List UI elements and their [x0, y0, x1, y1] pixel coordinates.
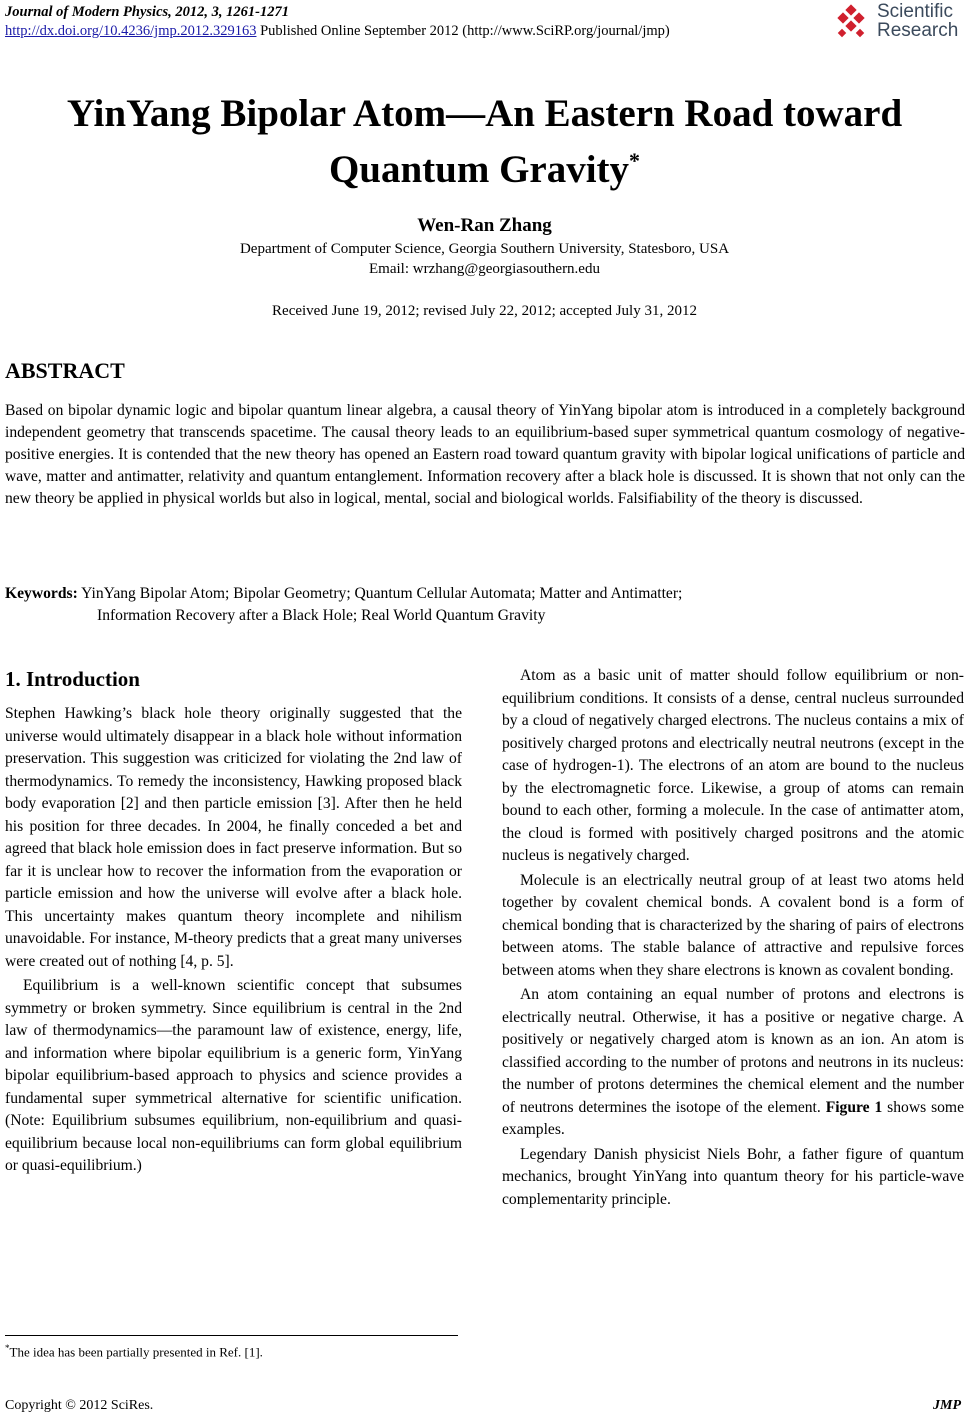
footnote-divider: [5, 1335, 458, 1336]
title-footnote-mark: *: [629, 148, 641, 173]
right-column: [502, 665, 964, 1211]
keywords-label: Keywords:: [5, 585, 78, 602]
left-column: [5, 665, 462, 1178]
keywords: [5, 583, 965, 627]
ion-paragraph: [502, 984, 964, 1142]
publication-line: [5, 22, 670, 40]
copyright-notice: Copyright © 2012 SciRes.: [5, 1398, 154, 1413]
intro-paragraph-2: Equilibrium is a well-known scientific concept that subsumes symmetry or broken symmetry. Since equilibrium is central in the 2nd law of thermodynamics—the paramount law of existence, energy, life, and information where bipolar equilibrium is a generic form, YinYang bipolar equilibrium-based approach to physics and science provides a fundamental super symmetrical alternative for scientific unification. (Note: Equilibrium subsumes equilibrium, non-equilibrium and quasi-equilibrium because local non-equilibriums can form global equilibrium or quasi-equilibrium.): [5, 977, 462, 1174]
title-line-2: [30, 137, 939, 193]
section-heading-introduction: 1. Introduction: [5, 667, 140, 691]
title-line-1: YinYang Bipolar Atom—An Eastern Road toward: [66, 92, 903, 135]
atom-paragraph: Atom as a basic unit of matter should follow equilibrium or non-equilibrium conditions. It consists of a dense, central nucleus surrounded by a cloud of negatively charged electrons. The nucleus contains a mix of positively charged protons and electrically neutral neutrons (except in the case of hydrogen-1). The electrons of an atom are bound to the nucleus by the electromagnetic force. Likewise, a group of atoms can remain bound to each other, forming a molecule. In the case of antimatter atom, the cloud is formed with positively charged positrons and the atomic nucleus is negatively charged.: [502, 667, 964, 864]
journal-abbreviation: JMP: [933, 1398, 961, 1413]
keywords-line-2: Information Recovery after a Black Hole; Real World Quantum Gravity: [97, 607, 546, 624]
abstract-heading: ABSTRACT: [5, 358, 125, 383]
publication-info: Published Online September 2012 (http://www.SciRP.org/journal/jmp): [256, 23, 670, 39]
publisher-logo: [833, 2, 963, 42]
journal-name: Journal of Modern Physics: [5, 4, 169, 20]
ion-paragraph-end: shows some examples.: [502, 1098, 964, 1138]
footnote: [5, 1340, 263, 1360]
keywords-line-1: YinYang Bipolar Atom; Bipolar Geometry; Quantum Cellular Automata; Matter and Antimatter;: [77, 585, 683, 602]
author-name: Wen-Ran Zhang: [417, 215, 552, 236]
abstract-text: Based on bipolar dynamic logic and bipolar quantum linear algebra, a causal theory of YinYang bipolar atom is introduced in a completely background independent geometry that transcends spacetime. The causal theory leads to an equilibrium-based super symmetrical quantum cosmology of negative-positive energies. It is contended that the new theory has opened an Eastern road toward quantum gravity with bipolar logical unifications of particle and wave, matter and antimatter, relativity and quantum entanglement. Information recovery after a black hole is discussed. It is shown that not only can the new theory be applied in physical worlds but also in logical, mental, social and biological worlds. Falsifiability of the theory is discussed.: [5, 402, 965, 507]
publisher-name: [877, 2, 958, 40]
logo-line-1: Scientific: [877, 1, 954, 22]
article-dates: Received June 19, 2012; revised July 22, 2012; accepted July 31, 2012: [272, 303, 697, 319]
doi-link[interactable]: http://dx.doi.org/10.4236/jmp.2012.329163: [5, 23, 257, 39]
intro-paragraph-1: Stephen Hawking’s black hole theory originally suggested that the universe would ultimately disappear in a black hole without information preservation. This suggestion was criticized for violating the 2nd law of thermodynamics. To remedy the inconsistency, Hawking proposed black body evaporation [2] and then particle emission [3]. After then he held his position for three decades. In 2004, he finally conceded a bet and agreed that black hole emission does in fact preserve information. But so far it is unclear how to recover the information from the evaporation or particle emission and how the universe will evolve after a black hole. This uncertainty makes quantum theory incomplete and nihilism unavoidable. For instance, M-theory predicts that a great many universes were created out of nothing [4, p. 5].: [5, 705, 462, 970]
logo-line-2: Research: [877, 20, 959, 41]
title-line-2-text: Quantum Gravity: [328, 148, 630, 191]
ion-paragraph-text: An atom containing an equal number of protons and electrons is electrically neutral. Otherwise, it has a positive or negative charge. A positively or negatively charged atom is known as an ion. An atom is classified according to the number of protons and neutrons in its nucleus: the number of protons determines the chemical element and the number of neutrons determines the isotope of the element.: [502, 986, 964, 1116]
affiliation: Department of Computer Science, Georgia Southern University, Statesboro, USA: [239, 241, 730, 257]
scirp-logo-icon: [833, 4, 871, 42]
journal-citation: [5, 3, 289, 21]
bohr-paragraph: Legendary Danish physicist Niels Bohr, a father figure of quantum mechanics, brought YinYang into quantum theory for his particle-wave complementarity principle.: [502, 1145, 964, 1208]
figure-1-reference[interactable]: Figure 1: [825, 1098, 883, 1116]
footnote-text: The idea has been partially presented in Ref. [1].: [9, 1344, 263, 1360]
molecule-paragraph: Molecule is an electrically neutral group of at least two atoms held together by covalent chemical bonds. A covalent bond is a form of chemical bonding that is characterized by the sharing of pairs of electrons between atoms. The stable balance of attractive and repulsive forces between atoms when they share electrons is known as covalent bonding.: [502, 871, 964, 979]
footnote-mark: *: [5, 1343, 10, 1353]
paper-title: [30, 90, 939, 193]
journal-volume: , 2012, 3, 1261-1271: [168, 4, 289, 20]
author-email: Email: wrzhang@georgiasouthern.edu: [369, 261, 600, 277]
